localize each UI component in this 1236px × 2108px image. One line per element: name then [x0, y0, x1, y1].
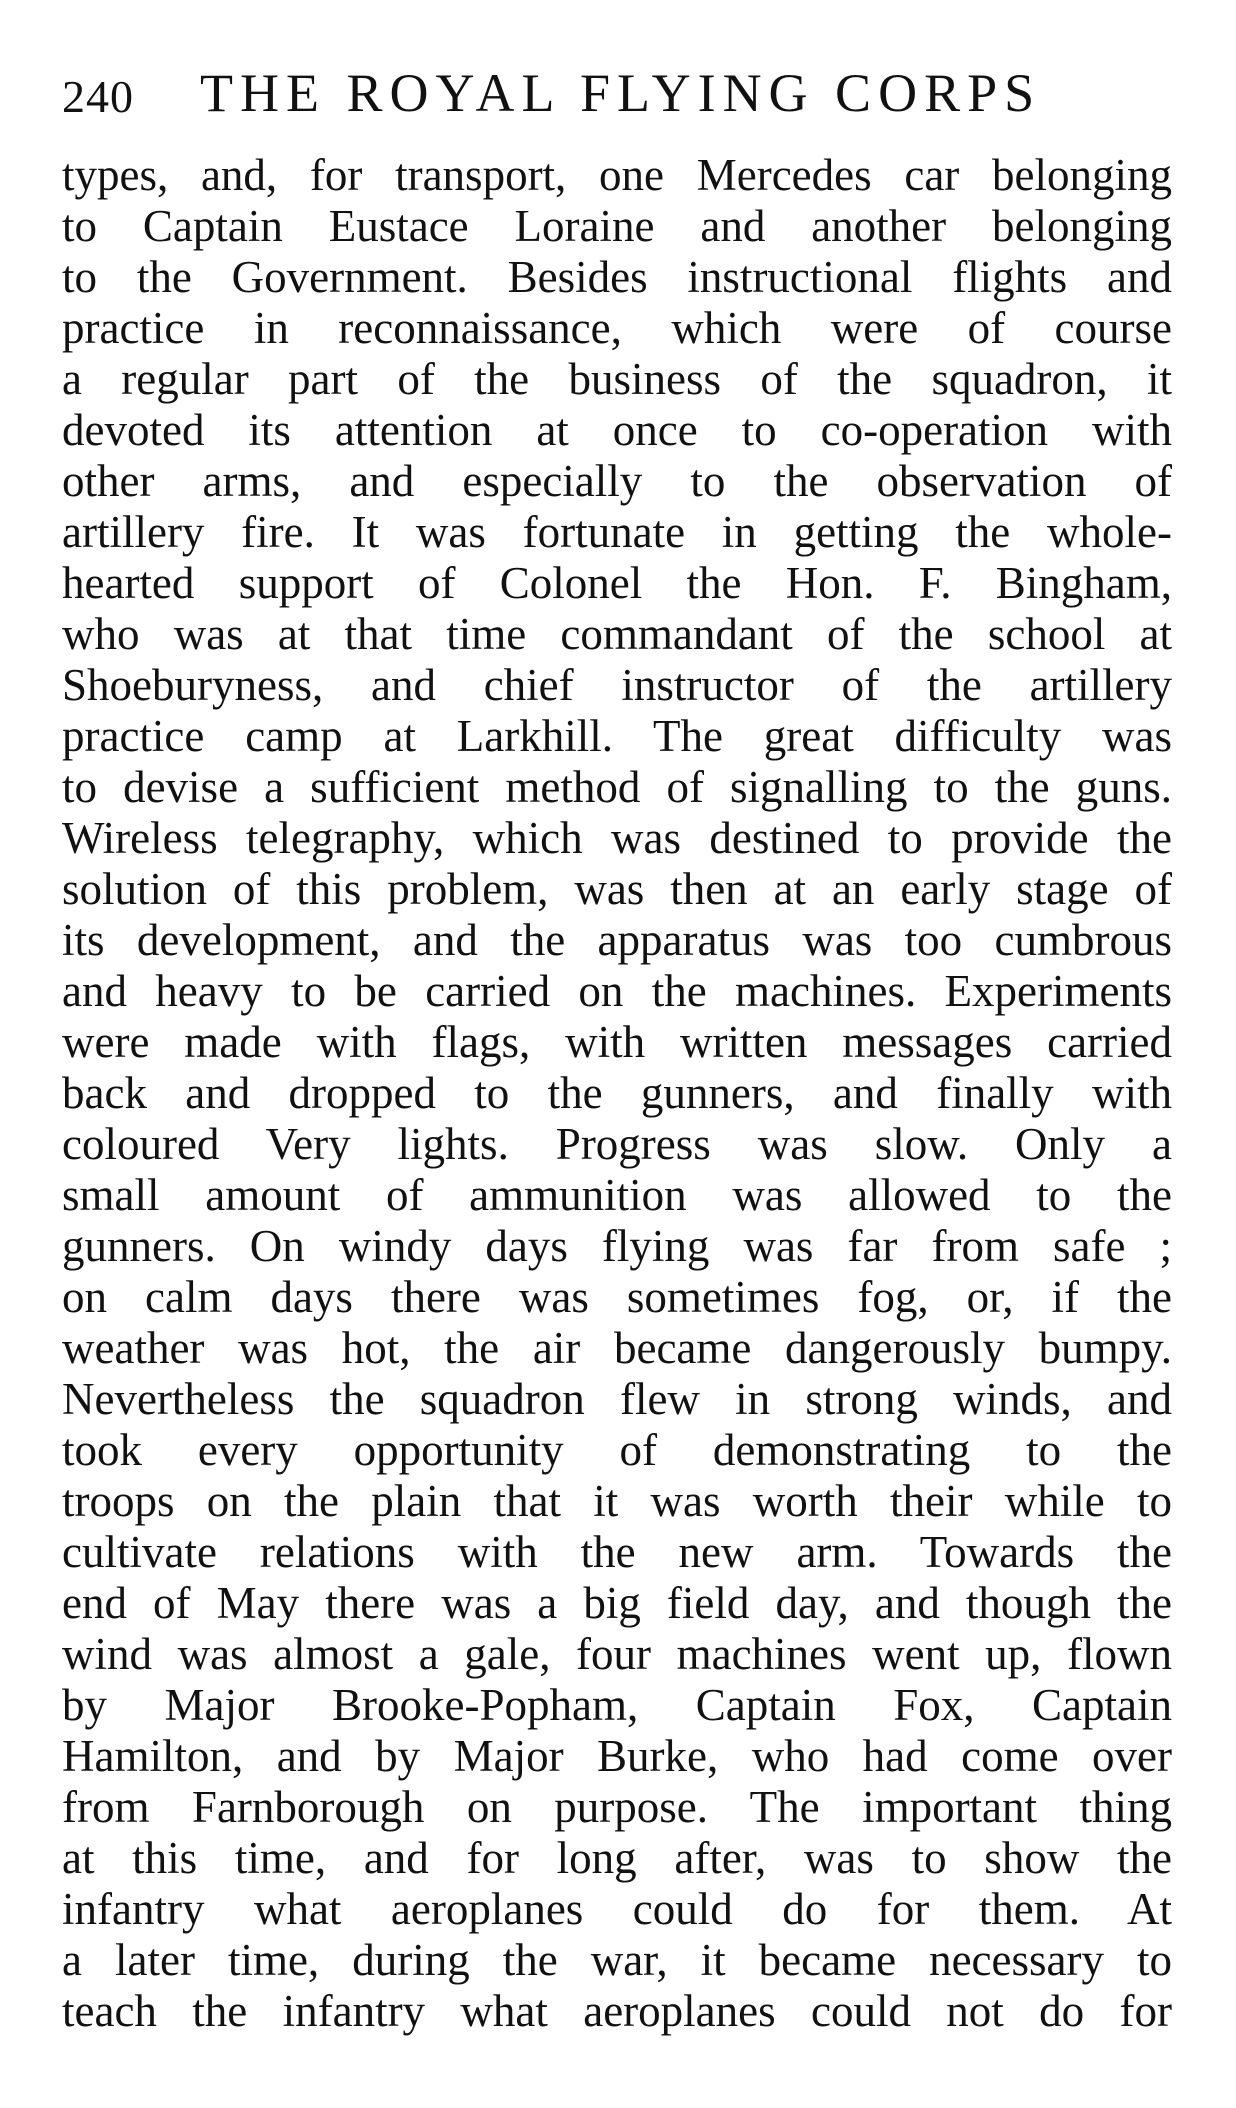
text-line: devoted its attention at once to co-operation with: [62, 405, 1172, 455]
text-line: to the Government. Besides instructional flights and: [62, 252, 1172, 302]
book-title: THE ROYAL FLYING CORPS: [200, 63, 1042, 123]
text-line: artillery fire. It was fortunate in getting the whole-: [62, 507, 1172, 557]
text-line: Shoeburyness, and chief instructor of the artillery: [62, 660, 1172, 710]
text-line: weather was hot, the air became dangerously bumpy.: [62, 1323, 1172, 1373]
text-line: small amount of ammunition was allowed to the: [62, 1170, 1172, 1220]
text-line: gunners. On windy days flying was far from safe ;: [62, 1221, 1172, 1271]
page-number: 240: [62, 71, 134, 122]
text-line: practice in reconnaissance, which were of course: [62, 303, 1172, 353]
text-line: at this time, and for long after, was to show the: [62, 1833, 1172, 1883]
text-line: cultivate relations with the new arm. Towards the: [62, 1527, 1172, 1577]
text-line: end of May there was a big field day, and though the: [62, 1578, 1172, 1628]
text-line: Wireless telegraphy, which was destined to provide the: [62, 813, 1172, 863]
text-line: back and dropped to the gunners, and finally with: [62, 1068, 1172, 1118]
text-line: on calm days there was sometimes fog, or, if the: [62, 1272, 1172, 1322]
text-line: a later time, during the war, it became necessary to: [62, 1935, 1172, 1985]
text-line: coloured Very lights. Progress was slow. Only a: [62, 1119, 1172, 1169]
text-line: to devise a sufficient method of signalling to the guns.: [62, 762, 1172, 812]
text-line: Nevertheless the squadron flew in strong winds, and: [62, 1374, 1172, 1424]
text-line: and heavy to be carried on the machines. Experiments: [62, 966, 1172, 1016]
text-line: wind was almost a gale, four machines went up, flown: [62, 1629, 1172, 1679]
text-line: a regular part of the business of the squadron, it: [62, 354, 1172, 404]
text-line: hearted support of Colonel the Hon. F. Bingham,: [62, 558, 1172, 608]
text-line: practice camp at Larkhill. The great difficulty was: [62, 711, 1172, 761]
text-line: to Captain Eustace Loraine and another belonging: [62, 201, 1172, 251]
running-head: [62, 62, 1172, 122]
text-line: types, and, for transport, one Mercedes car belonging: [62, 150, 1172, 200]
body-text: [62, 150, 1172, 2037]
text-line: who was at that time commandant of the school at: [62, 609, 1172, 659]
text-line: teach the infantry what aeroplanes could not do for: [62, 1986, 1172, 2036]
text-line: solution of this problem, was then at an early stage of: [62, 864, 1172, 914]
text-line: other arms, and especially to the observation of: [62, 456, 1172, 506]
text-line: Hamilton, and by Major Burke, who had come over: [62, 1731, 1172, 1781]
text-line: were made with flags, with written messages carried: [62, 1017, 1172, 1067]
text-line: troops on the plain that it was worth their while to: [62, 1476, 1172, 1526]
text-line: infantry what aeroplanes could do for them. At: [62, 1884, 1172, 1934]
text-line: its development, and the apparatus was too cumbrous: [62, 915, 1172, 965]
text-line: from Farnborough on purpose. The important thing: [62, 1782, 1172, 1832]
text-line: by Major Brooke-Popham, Captain Fox, Captain: [62, 1680, 1172, 1730]
text-line: took every opportunity of demonstrating to the: [62, 1425, 1172, 1475]
